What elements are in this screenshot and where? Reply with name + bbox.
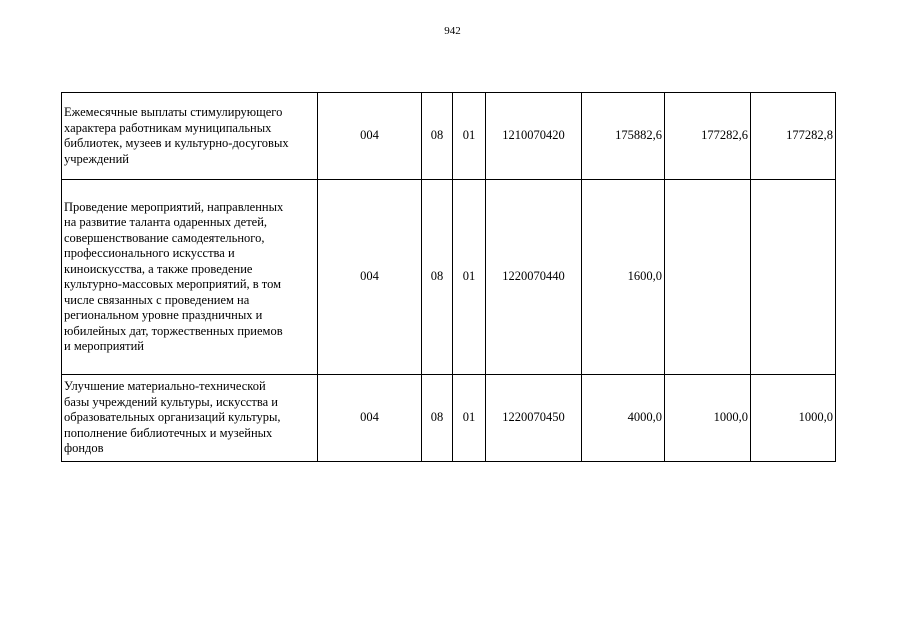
row-description: Проведение мероприятий, направленных на развитие таланта одаренных детей, совершенствование самодеятельного, профессионального искусства и киноискусства, а также проведение культурно-массовых мероприятий, в том числе связанных с проведением на региональном уровне праздничных и юбилейных дат, торжественных приемов и мероприятий <box>62 180 318 375</box>
amount-2: 1000,0 <box>665 375 751 462</box>
ministry-code: 004 <box>318 93 422 180</box>
section-code: 08 <box>422 375 453 462</box>
budget-table <box>61 92 836 462</box>
section-code: 08 <box>422 93 453 180</box>
row-description: Ежемесячные выплаты стимулирующего характера работникам муниципальных библиотек, музеев и культурно-досуговых учреждений <box>62 93 318 180</box>
ministry-code: 004 <box>318 375 422 462</box>
section-code: 08 <box>422 180 453 375</box>
table-row <box>62 180 836 375</box>
target-article: 1210070420 <box>486 93 582 180</box>
amount-3 <box>751 180 836 375</box>
amount-1: 175882,6 <box>582 93 665 180</box>
amount-3: 1000,0 <box>751 375 836 462</box>
amount-1: 1600,0 <box>582 180 665 375</box>
row-description: Улучшение материально-технической базы учреждений культуры, искусства и образовательных организаций культуры, пополнение библиотечных и музейных фондов <box>62 375 318 462</box>
amount-1: 4000,0 <box>582 375 665 462</box>
subsection-code: 01 <box>453 180 486 375</box>
amount-3: 177282,8 <box>751 93 836 180</box>
subsection-code: 01 <box>453 375 486 462</box>
table-row <box>62 93 836 180</box>
amount-2 <box>665 180 751 375</box>
table-row <box>62 375 836 462</box>
amount-2: 177282,6 <box>665 93 751 180</box>
target-article: 1220070440 <box>486 180 582 375</box>
page-number: 942 <box>444 25 461 37</box>
ministry-code: 004 <box>318 180 422 375</box>
target-article: 1220070450 <box>486 375 582 462</box>
subsection-code: 01 <box>453 93 486 180</box>
